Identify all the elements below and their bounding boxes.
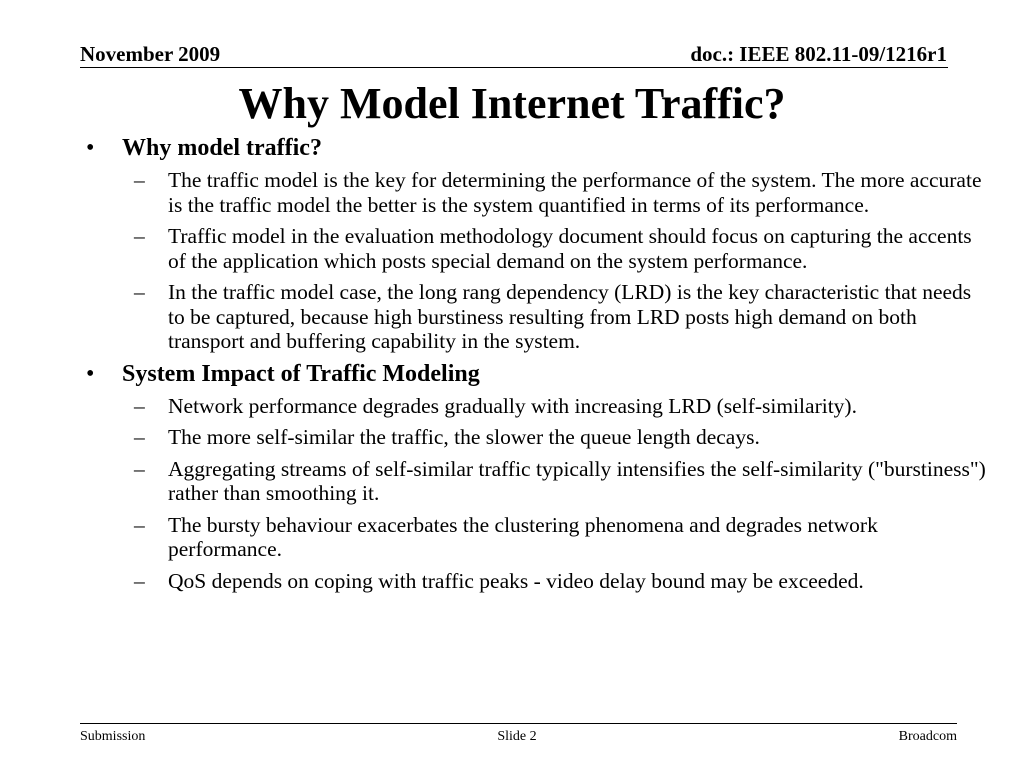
bullet-marker: • bbox=[86, 135, 95, 161]
slide-title: Why Model Internet Traffic? bbox=[238, 79, 786, 128]
bullet-marker: • bbox=[86, 360, 95, 387]
subitem bbox=[86, 224, 986, 273]
dash-marker: – bbox=[134, 280, 145, 304]
dash-marker: – bbox=[134, 425, 145, 449]
dash-marker: – bbox=[134, 568, 145, 593]
subitem bbox=[86, 457, 986, 506]
subitem-text: Aggregating streams of self-similar traffic typically intensifies the self-similarity ("burstiness") rather than smoothing it. bbox=[168, 456, 986, 505]
subitem bbox=[86, 569, 986, 594]
subitem-text: Network performance degrades gradually with increasing LRD (self-similarity). bbox=[168, 393, 857, 418]
bullet-heading: System Impact of Traffic Modeling bbox=[122, 360, 480, 387]
footer-divider bbox=[80, 723, 957, 724]
subitem bbox=[86, 513, 986, 562]
subitem-text: In the traffic model case, the long rang dependency (LRD) is the key characteristic that needs to be captured, because high burstiness resulting from LRD posts high demand on both transport and buffering capability in the system. bbox=[168, 280, 972, 353]
subitem-text: Traffic model in the evaluation methodology document should focus on capturing the accents of the application which posts special demand on the system performance. bbox=[168, 224, 972, 273]
header-divider bbox=[80, 67, 948, 68]
subitem bbox=[86, 425, 986, 450]
subitem-text: The bursty behaviour exacerbates the clustering phenomena and degrades network performance. bbox=[168, 512, 878, 561]
footer-company: Broadcom bbox=[898, 729, 957, 744]
header-doc-id: doc.: IEEE 802.11-09/1216r1 bbox=[690, 42, 947, 66]
dash-marker: – bbox=[134, 512, 145, 537]
footer-submission: Submission bbox=[80, 729, 146, 744]
subitem-text: The more self-similar the traffic, the slower the queue length decays. bbox=[168, 425, 760, 449]
dash-marker: – bbox=[134, 393, 145, 418]
subitem-text: The traffic model is the key for determining the performance of the system. The more accurate is the traffic model the better is the system quantified in terms of its performance. bbox=[168, 168, 982, 217]
slide-body bbox=[86, 130, 986, 593]
footer-slide-number: Slide 2 bbox=[497, 729, 537, 744]
subitem bbox=[86, 280, 986, 354]
dash-marker: – bbox=[134, 456, 145, 481]
bullet-heading: Why model traffic? bbox=[122, 135, 322, 161]
header-date: November 2009 bbox=[80, 42, 221, 66]
subitem bbox=[86, 394, 986, 419]
bullet-system-impact bbox=[86, 360, 986, 389]
bullet-why-model-traffic bbox=[86, 134, 986, 163]
dash-marker: – bbox=[134, 168, 145, 192]
subitem bbox=[86, 168, 986, 217]
subitem-text: QoS depends on coping with traffic peaks - video delay bound may be exceeded. bbox=[168, 568, 864, 593]
dash-marker: – bbox=[134, 224, 145, 248]
